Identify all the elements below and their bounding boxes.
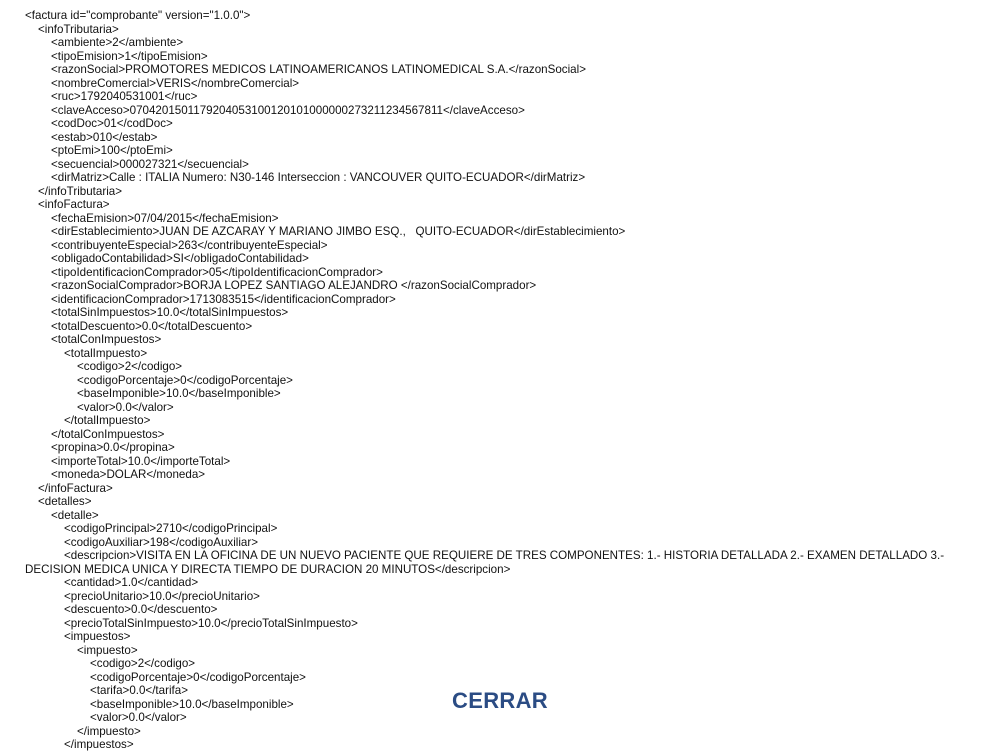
xml-line: <contribuyenteEspecial>263</contribuyenteEspecial> xyxy=(51,238,328,252)
xml-line: <totalImpuesto> xyxy=(64,346,148,360)
xml-line: </totalConImpuestos> xyxy=(51,427,165,441)
close-button[interactable]: CERRAR xyxy=(450,686,550,716)
xml-line: <codigoPorcentaje>0</codigoPorcentaje> xyxy=(90,670,306,684)
xml-line: <infoTributaria> xyxy=(38,22,119,36)
xml-line: <detalle> xyxy=(51,508,99,522)
xml-line: <valor>0.0</valor> xyxy=(77,400,174,414)
xml-line: <codigoPrincipal>2710</codigoPrincipal> xyxy=(64,522,278,535)
xml-line: <factura id="comprobante" version="1.0.0"> xyxy=(25,9,251,22)
xml-line: <codDoc>01</codDoc> xyxy=(51,117,173,130)
xml-line: <descuento>0.0</descuento> xyxy=(64,603,218,616)
xml-line: <detalles> xyxy=(38,495,92,508)
xml-line: </impuesto> xyxy=(77,724,141,738)
xml-line: <impuesto> xyxy=(77,643,138,657)
xml-line: <codigoAuxiliar>198</codigoAuxiliar> xyxy=(64,535,259,549)
xml-line: </infoTributaria> xyxy=(38,184,122,198)
xml-document-view xyxy=(25,9,975,752)
xml-line: <descripcion>VISITA EN LA OFICINA DE UN NUEVO PACIENTE QUE REQUIERE DE TRES COMPONENTES: 1.- HISTORIA DETALLADA 2.- EXAMEN DETALLADO 3.- DECISION MEDICA UNICA Y DIRECTA TIEMPO DE DURACION 20 MINUTOS</descripcion> xyxy=(25,549,948,576)
xml-line: </impuestos> xyxy=(64,738,134,751)
xml-line: <obligadoContabilidad>SI</obligadoContabilidad> xyxy=(51,252,309,265)
xml-line: <dirMatriz>Calle : ITALIA Numero: N30-146 Interseccion : VANCOUVER QUITO-ECUADOR</dirMatriz> xyxy=(51,171,586,184)
xml-line: <valor>0.0</valor> xyxy=(90,711,187,724)
xml-line: <cantidad>1.0</cantidad> xyxy=(64,576,199,589)
xml-line: <claveAcceso>0704201501179204053100120101000000273211234567811</claveAcceso> xyxy=(51,103,525,117)
xml-line: <baseImponible>10.0</baseImponible> xyxy=(90,697,294,711)
xml-line: <precioUnitario>10.0</precioUnitario> xyxy=(64,589,260,603)
xml-line: <tipoEmision>1</tipoEmision> xyxy=(51,49,208,63)
xml-line: <totalSinImpuestos>10.0</totalSinImpuestos> xyxy=(51,306,289,319)
xml-line: <identificacionComprador>1713083515</identificacionComprador> xyxy=(51,292,396,306)
xml-line: <tipoIdentificacionComprador>05</tipoIdentificacionComprador> xyxy=(51,265,383,279)
xml-line: <impuestos> xyxy=(64,630,131,643)
xml-line: <ptoEmi>100</ptoEmi> xyxy=(51,144,173,157)
xml-line: <totalDescuento>0.0</totalDescuento> xyxy=(51,319,253,333)
xml-line: <nombreComercial>VERIS</nombreComercial> xyxy=(51,76,300,90)
xml-line: <tarifa>0.0</tarifa> xyxy=(90,684,188,697)
xml-line: <secuencial>000027321</secuencial> xyxy=(51,157,249,171)
xml-line: <codigo>2</codigo> xyxy=(90,657,196,670)
xml-line: <estab>010</estab> xyxy=(51,130,158,144)
xml-line: <codigoPorcentaje>0</codigoPorcentaje> xyxy=(77,373,293,387)
xml-line: <razonSocial>PROMOTORES MEDICOS LATINOAMERICANOS LATINOMEDICAL S.A.</razonSocial> xyxy=(51,63,586,76)
xml-line: </totalImpuesto> xyxy=(64,414,151,427)
xml-line: <razonSocialComprador>BORJA LOPEZ SANTIAGO ALEJANDRO </razonSocialComprador> xyxy=(51,279,537,292)
xml-line: <totalConImpuestos> xyxy=(51,333,162,346)
xml-line: </infoFactura> xyxy=(38,481,113,495)
xml-line: <codigo>2</codigo> xyxy=(77,360,183,373)
xml-line: <propina>0.0</propina> xyxy=(51,441,175,454)
xml-line: <dirEstablecimiento>JUAN DE AZCARAY Y MARIANO JIMBO ESQ., QUITO-ECUADOR</dirEstablecimiento> xyxy=(51,225,626,238)
xml-line: <ruc>1792040531001</ruc> xyxy=(51,90,198,103)
xml-line: <precioTotalSinImpuesto>10.0</precioTotalSinImpuesto> xyxy=(64,616,358,630)
xml-line: <infoFactura> xyxy=(38,198,110,211)
xml-line: <importeTotal>10.0</importeTotal> xyxy=(51,454,231,468)
xml-line: <ambiente>2</ambiente> xyxy=(51,36,184,49)
xml-line: <fechaEmision>07/04/2015</fechaEmision> xyxy=(51,211,279,225)
xml-line: <baseImponible>10.0</baseImponible> xyxy=(77,387,281,400)
xml-line: <moneda>DOLAR</moneda> xyxy=(51,468,206,481)
